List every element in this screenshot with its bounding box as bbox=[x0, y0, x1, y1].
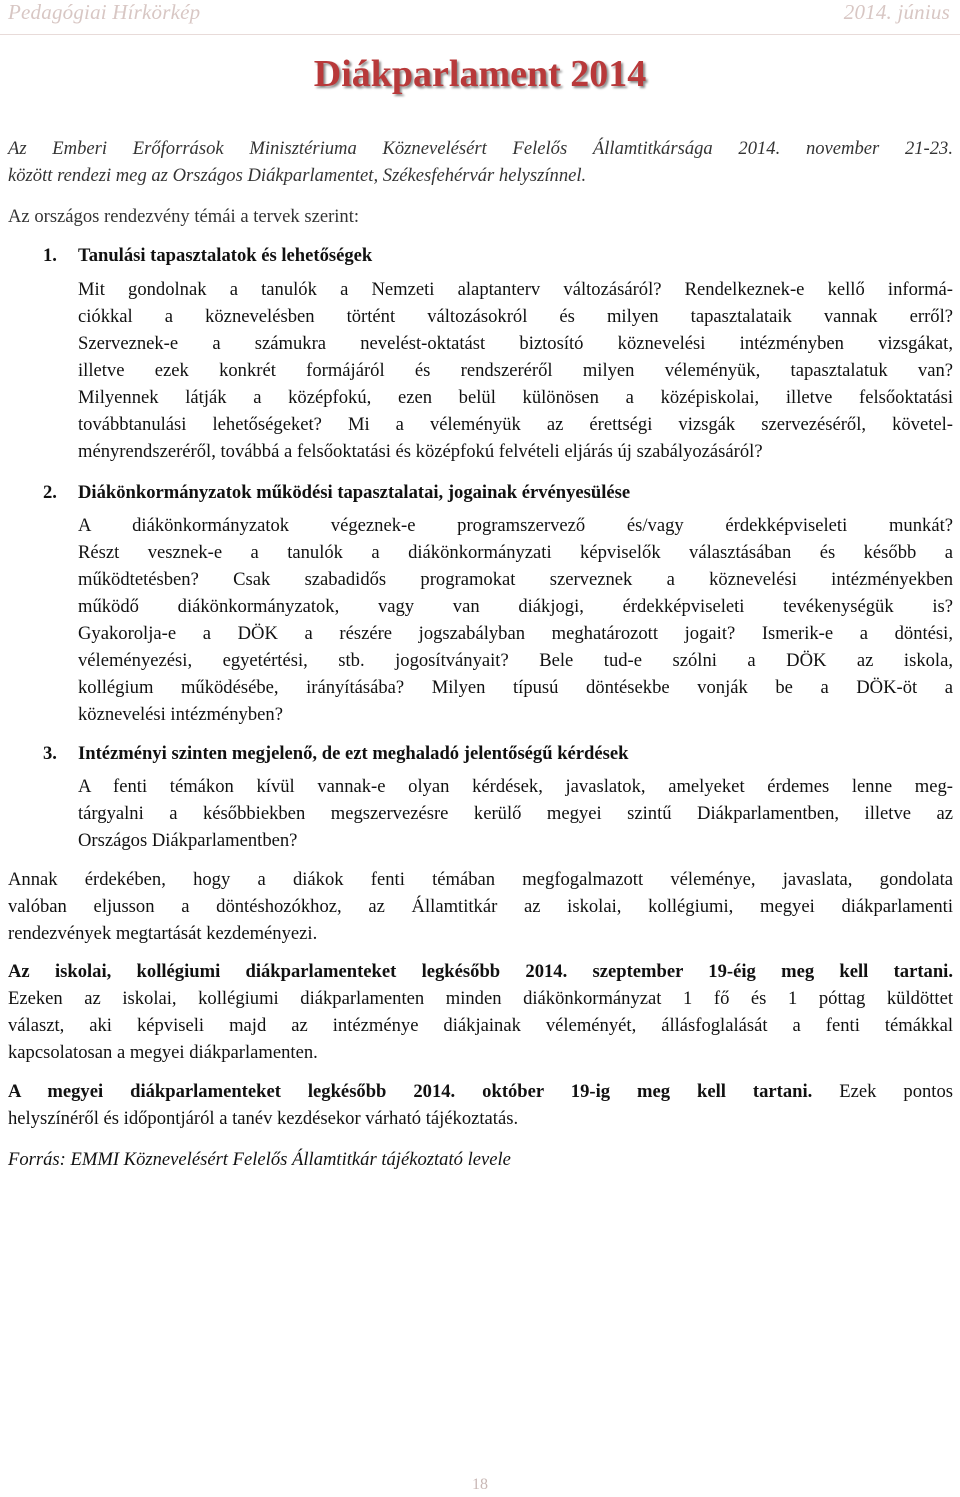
body-line: Részt vesznek-e a tanulók a diákönkormányzati képviselők választásában és később a bbox=[78, 542, 953, 563]
intro-line: Az Emberi Erőforrások Minisztériuma Köznevelésért Felelős Államtitkársága 2014. november 21-23. bbox=[8, 138, 953, 159]
section-number: 2. bbox=[43, 482, 57, 503]
body-line: Ezeken az iskolai, kollégiumi diákparlamenten minden diákönkormányzat 1 fő és 1 póttag küldöttet bbox=[8, 988, 953, 1009]
paragraph-iskolai bbox=[8, 958, 953, 1066]
header-rule bbox=[0, 34, 960, 35]
section-body bbox=[78, 276, 953, 465]
body-line: működő diákönkormányzatok, vagy van diákjogi, érdekképviseleti tevékenységük is? bbox=[78, 596, 953, 617]
body-line: ményrendszeréről, továbbá a felsőoktatási és középfokú felvételi eljárás új szabályozásáról? bbox=[78, 441, 763, 462]
bold-sentence: A megyei diákparlamenteket legkésőbb 2014. október 19-ig meg kell tartani. bbox=[8, 1081, 813, 1102]
body-line: illetve ezek konkrét formájáról és rendszeréről milyen véleményük, tapasztalatuk van? bbox=[78, 360, 953, 381]
body-line: választ, aki képviseli majd az intézménye diákjainak véleményét, állásfoglalását a fenti témákkal bbox=[8, 1015, 953, 1036]
header-publication: Pedagógiai Hírkörkép bbox=[8, 0, 201, 24]
body-line: működtetésben? Csak szabadidős programokat szerveznek a köznevelési intézményekben bbox=[78, 569, 953, 590]
body-line: A fenti témákon kívül vannak-e olyan kérdések, javaslatok, amelyeket érdemes lenne meg- bbox=[78, 776, 953, 797]
body-line: kollégium működésébe, irányításába? Milyen típusú döntésekbe vonják be a DÖK-öt a bbox=[78, 677, 953, 698]
section-number: 1. bbox=[43, 245, 57, 266]
topics-lead: Az országos rendezvény témái a tervek szerint: bbox=[8, 206, 360, 227]
body-line: Szerveznek-e a számukra nevelést-oktatást biztosító köznevelési intézményben vizsgákat, bbox=[78, 333, 953, 354]
body-line: valóban eljusson a döntéshozókhoz, az Államtitkár az iskolai, kollégiumi, megyei diákparlamenti bbox=[8, 896, 953, 917]
body-line: kapcsolatosan a megyei diákparlamenten. bbox=[8, 1042, 318, 1063]
source-citation: Forrás: EMMI Köznevelésért Felelős Államtitkár tájékoztató levele bbox=[8, 1149, 511, 1170]
page-header bbox=[0, 0, 960, 48]
body-line: Gyakorolja-e a DÖK a részére jogszabályban meghatározott jogait? Ismerik-e a döntési, bbox=[78, 623, 953, 644]
body-line: véleményezési, egyetértési, stb. jogosítványait? Bele tud-e szólni a DÖK az iskola, bbox=[78, 650, 953, 671]
body-line: rendezvények megtartását kezdeményezi. bbox=[8, 923, 318, 944]
section-title: Tanulási tapasztalatok és lehetőségek bbox=[78, 245, 373, 266]
section-number: 3. bbox=[43, 743, 57, 764]
body-line: tárgyalni a későbbiekben megszervezésre kerülő megyei szintű Diákparlamentben, illetve az bbox=[78, 803, 953, 824]
body-line: Milyennek látják a középfokú, ezen belül különösen a középiskolai, illetve felsőoktatási bbox=[78, 387, 953, 408]
section-body bbox=[78, 773, 953, 854]
sentence-rest: Ezek pontos bbox=[812, 1081, 954, 1102]
section-body bbox=[78, 512, 953, 728]
section-title: Diákönkormányzatok működési tapasztalatai, jogainak érvényesülése bbox=[78, 482, 631, 503]
page-title: Diákparlament 2014 bbox=[313, 53, 647, 95]
bold-line: Az iskolai, kollégiumi diákparlamenteket legkésőbb 2014. szeptember 19-éig meg kell tartani. bbox=[8, 961, 953, 982]
body-line: Annak érdekében, hogy a diákok fenti témában megfogalmazott véleménye, javaslata, gondolata bbox=[8, 869, 953, 890]
body-line bbox=[8, 1078, 953, 1105]
body-line: helyszínéről és időpontjáról a tanév kezdésekor várható tájékoztatás. bbox=[8, 1108, 519, 1129]
body-line: továbbtanulási lehetőségeket? Mi a véleményük az érettségi vizsgák szervezéséről, követel- bbox=[78, 414, 953, 435]
header-date: 2014. június bbox=[843, 0, 950, 24]
paragraph-megyei bbox=[8, 1078, 953, 1132]
intro-paragraph bbox=[8, 135, 953, 189]
page-number: 18 bbox=[472, 1476, 488, 1493]
body-line: Mit gondolnak a tanulók a Nemzeti alaptanterv változásáról? Rendelkeznek-e kellő informá- bbox=[78, 279, 953, 300]
body-line: A diákönkormányzatok végeznek-e programszervező és/vagy érdekképviseleti munkát? bbox=[78, 515, 953, 536]
section-title: Intézményi szinten megjelenő, de ezt meghaladó jelentőségű kérdések bbox=[78, 743, 629, 764]
intro-line: között rendezi meg az Országos Diákparlamentet, Székesfehérvár helyszínnel. bbox=[8, 165, 587, 186]
body-line: köznevelési intézményben? bbox=[78, 704, 283, 725]
body-line: ciókkal a köznevelésben történt változásokról és milyen tapasztalataik vannak erről? bbox=[78, 306, 953, 327]
paragraph-annak bbox=[8, 866, 953, 947]
body-line: Országos Diákparlamentben? bbox=[78, 830, 298, 851]
